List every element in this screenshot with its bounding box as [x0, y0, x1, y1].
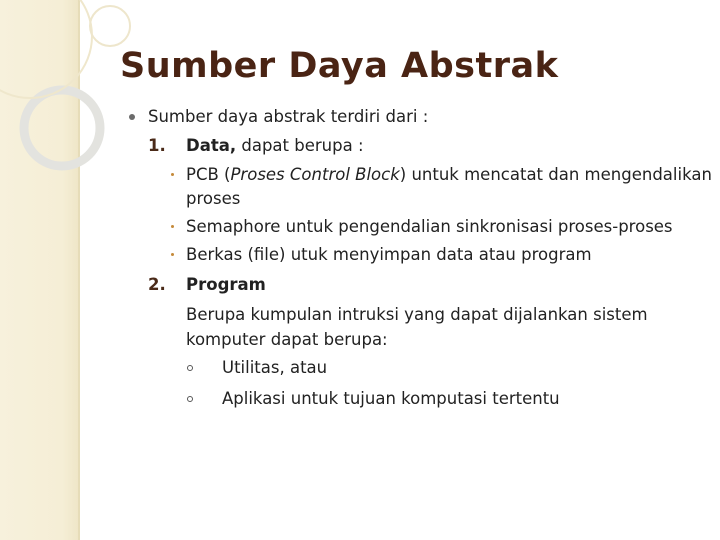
subitem-pcb-post: ) untuk mencatat dan mengendalikan	[399, 165, 712, 184]
subitem-semaphore: Semaphore untuk pengendalian sinkronisasi proses-proses	[186, 217, 673, 236]
item-heading-1	[186, 136, 364, 156]
subitem-utilitas: Utilitas, atau	[222, 358, 328, 377]
sub-bullet-icon	[171, 225, 174, 228]
circle-bullet-icon	[187, 396, 193, 402]
item-heading-1-bold: Data,	[186, 136, 237, 155]
item-heading-2-bold: Program	[186, 275, 266, 294]
item-number-2: 2.	[148, 275, 166, 294]
item-heading-2	[186, 275, 266, 295]
bullet-icon	[129, 114, 135, 120]
intro-text: Sumber daya abstrak terdiri dari :	[148, 107, 429, 126]
subitem-pcb-continuation: proses	[186, 189, 241, 208]
item-number-1: 1.	[148, 136, 166, 155]
item-heading-1-rest: dapat berupa :	[236, 136, 364, 155]
program-desc-line1: Berupa kumpulan intruksi yang dapat dijalankan sistem	[186, 305, 648, 324]
subitem-berkas: Berkas (file) utuk menyimpan data atau program	[186, 245, 592, 264]
subitem-aplikasi: Aplikasi untuk tujuan komputasi tertentu	[222, 389, 560, 408]
subitem-pcb-italic: Proses Control Block	[230, 165, 400, 184]
sub-bullet-icon	[171, 253, 174, 256]
program-desc-line2: komputer dapat berupa:	[186, 330, 388, 349]
circle-bullet-icon	[187, 365, 193, 371]
slide-title: Sumber Daya Abstrak	[120, 46, 559, 86]
subitem-pcb-pre: PCB (	[186, 165, 231, 184]
sub-bullet-icon	[171, 173, 174, 176]
subitem-pcb	[186, 165, 712, 185]
